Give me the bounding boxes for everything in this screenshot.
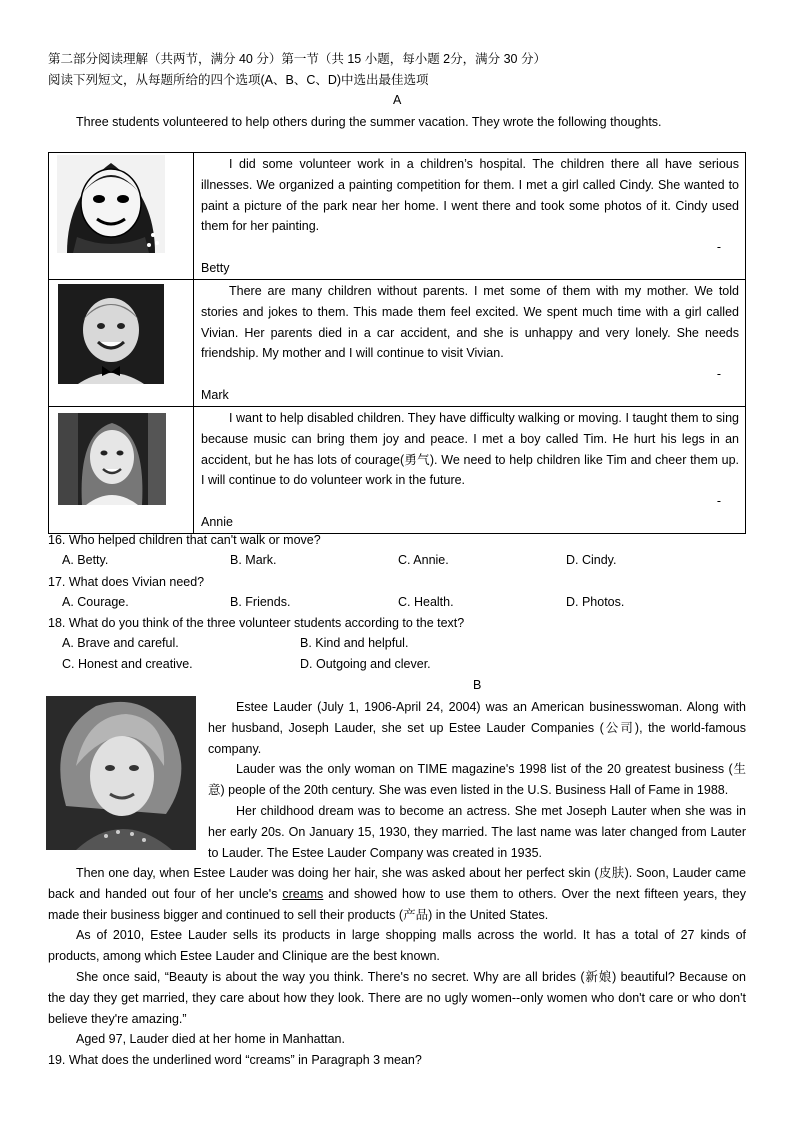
instructions: 阅读下列短文，从每题所给的四个选项(A、B、C、D)中选出最佳选项	[48, 73, 429, 87]
entry-name: Mark	[201, 388, 229, 403]
photo-cell	[49, 279, 194, 406]
entry-dash: -	[716, 367, 721, 382]
q18-option-d[interactable]: D. Outgoing and clever.	[300, 657, 431, 671]
passage-b-p7: Aged 97, Lauder died at her home in Manhattan.	[76, 1032, 345, 1046]
betty-photo	[57, 155, 165, 253]
passage-a-intro: Three students volunteered to help others during the summer vacation. They wrote the following thoughts.	[76, 115, 662, 129]
passage-b-p6: She once said, “Beauty is about the way you think. There's no secret. Why are all brides (新娘) beautiful? Because on the day they get married, they care about how they look. There are no ugly women--only women who don't care or who don't believe they're amazing.”	[48, 970, 746, 1026]
question-16: 16. Who helped children that can't walk or move?	[48, 533, 321, 547]
photo-cell	[49, 406, 194, 533]
entry-text: There are many children without parents. I met some of them with my mother. We told stories and jokes to them. This made them feel excited. We spent much time with a girl called Vivian. Her parents died in a car accident, and she is unhappy and very lonely. She needs friendship. My mother and I will continue to visit Vivian.	[201, 283, 739, 361]
annie-photo	[58, 413, 166, 505]
q17-option-a[interactable]: A. Courage.	[62, 595, 129, 609]
entry-cell	[194, 406, 746, 533]
entry-name: Annie	[201, 515, 233, 530]
q18-option-b[interactable]: B. Kind and helpful.	[300, 636, 409, 650]
question-17: 17. What does Vivian need?	[48, 575, 205, 589]
volunteer-table	[48, 152, 746, 534]
entry-cell	[194, 153, 746, 280]
p4-text-b: and showed how to use them to others. Over the next fifteen years, they made their business bigger and continued to sell their products (产品) in the United States.	[48, 886, 746, 922]
table-row	[49, 406, 746, 533]
passage-a-letter: A	[393, 93, 402, 107]
q16-option-d[interactable]: D. Cindy.	[566, 553, 617, 567]
estee-lauder-photo	[46, 696, 196, 850]
photo-cell	[49, 153, 194, 280]
entry-text: I want to help disabled children. They have difficulty walking or moving. I taught them to sing because music can bring them joy and peace. I met a boy called Tim. He hurt his legs in an accident, but he has lots of courage(勇气). We need to help children like Tim and cheer them up. I will continue to do volunteer work in the future.	[201, 410, 739, 488]
entry-name: Betty	[201, 261, 230, 276]
question-18: 18. What do you think of the three volunteer students according to the text?	[48, 616, 465, 630]
p4-text-a: Then one day, when Estee Lauder was doing her hair, she was asked about her perfect skin (皮肤). Soon, Lauder came back and handed out four of her uncle's	[48, 866, 746, 901]
passage-b-letter: B	[473, 678, 482, 692]
passage-b-p2: Lauder was the only woman on TIME magazine's 1998 list of the 20 greatest business (生意) people of the 20th century. She was even listed in the U.S. Business Hall of Fame in 1988.	[208, 762, 746, 797]
table-row	[49, 153, 746, 280]
q16-option-b[interactable]: B. Mark.	[230, 553, 277, 567]
question-19: 19. What does the underlined word “creams” in Paragraph 3 mean?	[48, 1053, 422, 1067]
entry-text: I did some volunteer work in a children’s hospital. The children there all have serious illnesses. We organized a painting competition for them. I met a girl called Cindy. She wanted to paint a picture of the park near her home. I went there and took some photos of it. Cindy used them for her painting.	[201, 157, 739, 234]
q17-option-d[interactable]: D. Photos.	[566, 595, 625, 609]
q16-option-c[interactable]: C. Annie.	[398, 553, 449, 567]
entry-cell	[194, 279, 746, 406]
passage-b-p3: Her childhood dream was to become an actress. She met Joseph Lauter when she was in her early 20s. On January 15, 1930, they married. The last name was later changed from Lauter to Lauder. The Estee Lauder Company was created in 1935.	[208, 804, 746, 860]
creams-underlined: creams	[282, 886, 324, 901]
entry-dash: -	[716, 240, 721, 255]
q17-option-c[interactable]: C. Health.	[398, 595, 454, 609]
passage-b-p5: As of 2010, Estee Lauder sells its products in large shopping malls across the world. It has a total of 27 kinds of products, among which Estee Lauder and Clinique are the best known.	[48, 928, 746, 963]
passage-b-p4	[48, 863, 746, 925]
q18-option-c[interactable]: C. Honest and creative.	[62, 657, 193, 671]
q18-option-a[interactable]: A. Brave and careful.	[62, 636, 179, 650]
mark-photo	[58, 284, 164, 384]
section-header: 第二部分阅读理解（共两节，满分 40 分）第一节（共 15 小题，每小题 2分，满分 30 分）	[48, 52, 546, 66]
entry-dash: -	[716, 494, 721, 509]
q16-option-a[interactable]: A. Betty.	[62, 553, 109, 567]
q17-option-b[interactable]: B. Friends.	[230, 595, 291, 609]
passage-b-p1: Estee Lauder (July 1, 1906-April 24, 2004) was an American businesswoman. Along with her husband, Joseph Lauder, she set up Estee Lauder Companies (公司), the world-famous company.	[208, 700, 746, 756]
table-row	[49, 279, 746, 406]
